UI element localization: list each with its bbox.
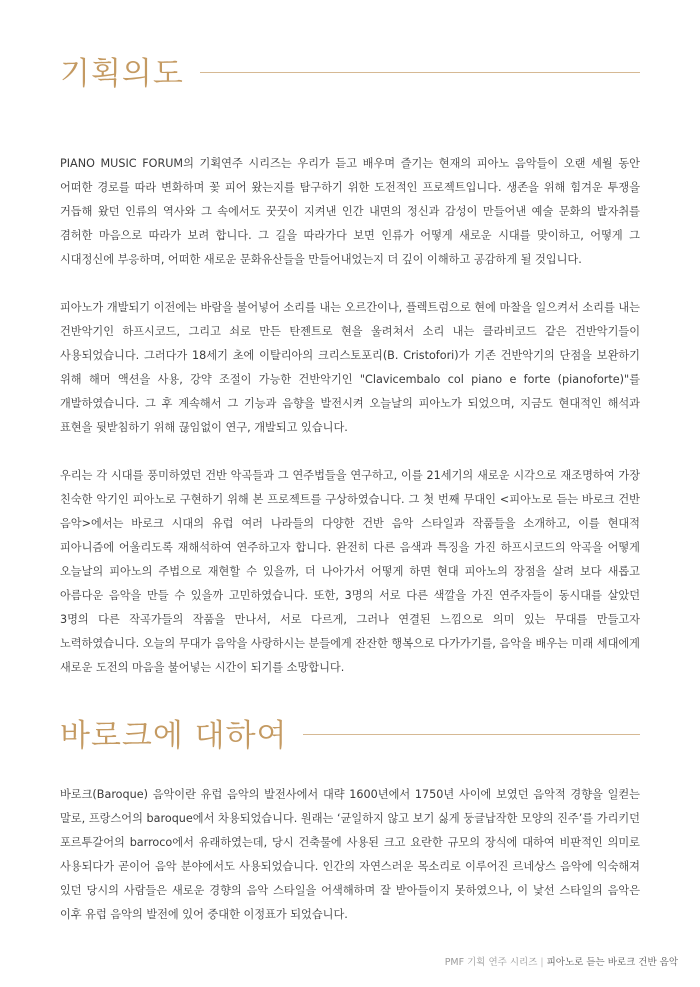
heading-rule (303, 734, 640, 735)
page-footer (445, 954, 678, 968)
section-heading-row (60, 707, 640, 757)
footer-subtitle: 피아노로 듣는 바로크 건반 음악 (546, 957, 678, 968)
section-intent (60, 45, 640, 680)
paragraph: 바로크(Baroque) 음악이란 유럽 음악의 발전사에서 대략 1600년에서 1750년 사이에 보였던 음악적 경향을 일컫는 말로, 프랑스어의 baroque에서 차용되었습니다. 원래는 ‘균일하지 않고 보기 싫게 둥글납작한 모양의 진주’를 가리키던 포르투갈어의 barroco에서 유래하였는데, 당시 건축물에 사용된 크고 요란한 규모의 장식에 대하여 비판적인 의미로 사용되다가 곧이어 음악 분야에서도 사용되었습니다. 인간의 자연스러운 목소리로 이루어진 르네상스 음악에 익숙해져 있던 당시의 사람들은 새로운 경향의 음악 스타일을 어색해하며 잘 받아들이지 못하였으나, 이 낯선 스타일의 음악은 이후 유럽 음악의 발전에 있어 중대한 이정표가 되었습니다. (60, 788, 640, 921)
section-heading-row (60, 45, 640, 95)
section-baroque (60, 707, 640, 927)
paragraph: 우리는 각 시대를 풍미하였던 건반 악곡들과 그 연주법들을 연구하고, 이를 21세기의 새로운 시각으로 재조명하여 가장 친숙한 악기인 피아노로 구현하기 위해 본 프로젝트를 구상하였습니다. 그 첫 번째 무대인 <피아노로 듣는 바로크 건반 음악>에서는 바로크 시대의 유럽 여러 나라들의 다양한 건반 음악 스타일과 작품들을 소개하고, 이를 현대적 피아니즘에 어울리도록 재해석하여 연주하고자 합니다. 완전히 다른 음색과 특징을 가진 하프시코드의 악곡을 어떻게 오늘날의 피아노의 주법으로 재현할 수 있을까, 더 나아가서 어떻게 하면 현대 피아노의 장점을 살려 보다 새롭고 아름다운 음악을 만들 수 있을까 고민하였습니다. 또한, 3명의 서로 다른 색깔을 가진 연주자들이 동시대를 살았던 3명의 다른 작곡가들의 작품을 만나서, 서로 다르게, 그러나 연결된 느낌으로 의미 있는 무대를 만들고자 노력하였습니다. 오늘의 무대가 음악을 사랑하시는 분들에게 잔잔한 행복으로 다가가기를, 음악을 배우는 미래 세대에게 새로운 도전의 마음을 불어넣는 시간이 되기를 소망합니다. (60, 469, 640, 674)
paragraph: PIANO MUSIC FORUM의 기획연주 시리즈는 우리가 듣고 배우며 즐기는 현재의 피아노 음악들이 오랜 세월 동안 어떠한 경로를 따라 변화하며 꽃 피어 왔는지를 탐구하기 위한 도전적인 프로젝트입니다. 생존을 위해 힘겨운 투쟁을 거듭해 왔던 인류의 역사와 그 속에서도 꿋꿋이 지켜낸 인간 내면의 정신과 감성이 만들어낸 예술 문화의 발자취를 겸허한 마음으로 따라가 보려 합니다. 그 길을 따라가다 보면 인류가 어떻게 새로운 시대를 맞이하고, 어떻게 그 시대정신에 부응하며, 어떠한 새로운 문화유산들을 만들어내었는지 더 깊이 이해하고 공감하게 될 것입니다. (60, 157, 640, 266)
heading-rule (200, 72, 640, 73)
section-title: 바로크에 대하여 (60, 717, 288, 754)
paragraph: 피아노가 개발되기 이전에는 바람을 불어넣어 소리를 내는 오르간이나, 플렉트럼으로 현에 마찰을 일으켜서 소리를 내는 건반악기인 하프시코드, 그리고 쇠로 만든 탄젠트로 현을 울려쳐서 소리 내는 클라비코드 같은 건반악기들이 사용되었습니다. 그러다가 18세기 초에 이탈리아의 크리스토포리(B. Cristofori)가 기존 건반악기의 단점을 보완하기 위해 해머 액션을 사용, 강약 조절이 가능한 건반악기인 "Clavicembalo col piano e forte (pianoforte)"를 개발하였습니다. 그 후 계속해서 그 기능과 음향을 발전시켜 오늘날의 피아노가 되었으며, 지금도 현대적인 해석과 표현을 뒷받침하기 위해 끊임없이 연구, 개발되고 있습니다. (60, 301, 640, 434)
footer-series: PMF 기획 연주 시리즈 (444, 957, 538, 968)
section-title: 기획의도 (60, 55, 184, 92)
footer-separator: | (540, 957, 544, 968)
